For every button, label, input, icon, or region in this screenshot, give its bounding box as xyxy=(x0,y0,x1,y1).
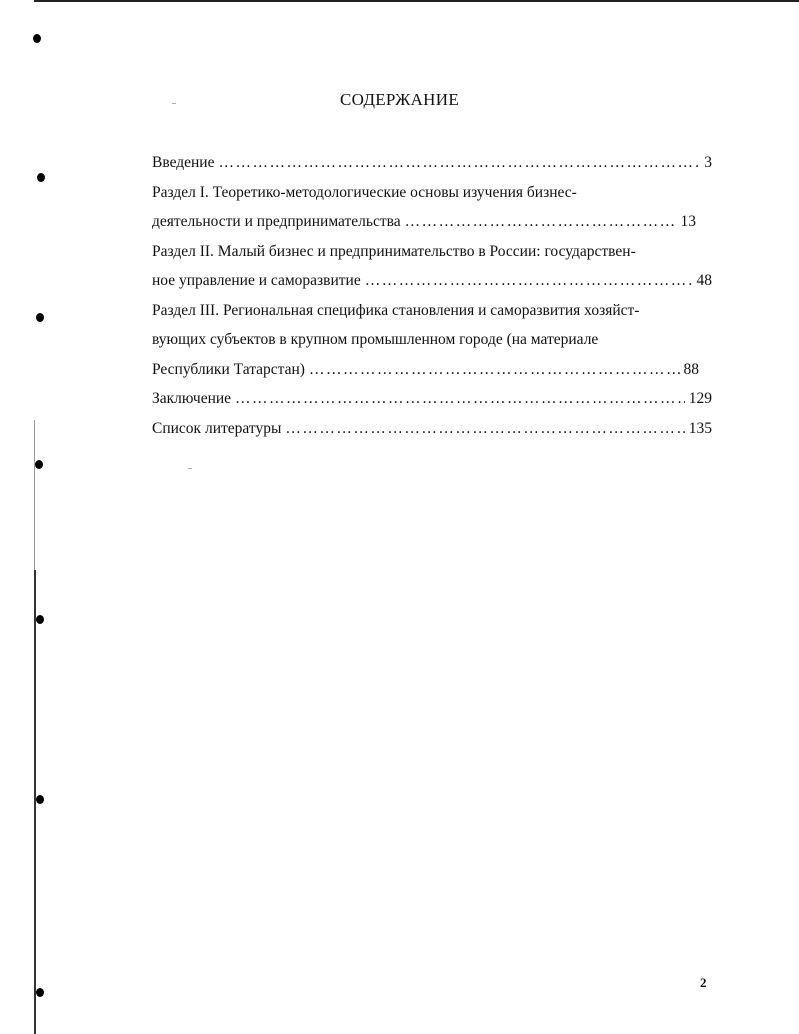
table-of-contents xyxy=(152,148,712,443)
toc-entry-title-continued: деятельности и предпринимательства xyxy=(152,213,401,230)
binding-hole-mark xyxy=(35,460,43,469)
toc-entry-section-2[interactable] xyxy=(152,237,712,296)
toc-entry-page: 129 xyxy=(688,390,712,407)
toc-entry-title: Раздел II. Малый бизнес и предпринимательство в России: государствен- xyxy=(152,242,636,260)
toc-entry-title: Заключение xyxy=(152,390,232,407)
toc-entry-title: Введение xyxy=(152,154,215,171)
toc-entry-title-continued: ное управление и саморазвитие xyxy=(152,272,361,289)
toc-entry-title-continued: вующих субъектов в крупном промышленном городе (на материале xyxy=(152,331,599,348)
toc-entry-title: Раздел I. Теоретико-методологические основы изучения бизнес- xyxy=(152,183,577,201)
toc-entry-page: 13 xyxy=(680,213,696,230)
scan-left-border-faint xyxy=(34,420,35,570)
binding-hole-mark xyxy=(37,173,45,182)
binding-hole-mark xyxy=(36,988,44,997)
binding-hole-mark xyxy=(36,795,44,804)
toc-leader-dots xyxy=(405,207,677,237)
toc-leader-dots xyxy=(365,266,693,296)
toc-entry-section-1[interactable] xyxy=(152,178,712,237)
toc-entry-page: 135 xyxy=(688,419,712,437)
toc-entry-page: 48 xyxy=(696,272,712,289)
toc-entry-title: Список литературы xyxy=(152,419,282,437)
page-number: 2 xyxy=(700,975,707,990)
toc-leader-dots xyxy=(285,414,684,444)
binding-hole-mark xyxy=(33,34,41,43)
toc-entry-section-3[interactable] xyxy=(152,296,712,385)
toc-entry-page: 3 xyxy=(704,154,712,171)
toc-entry-conclusion[interactable] xyxy=(152,384,712,414)
toc-entry-title: Раздел III. Региональная специфика становления и саморазвития хозяйст- xyxy=(152,301,640,319)
toc-leader-dots xyxy=(235,384,685,414)
toc-leader-dots xyxy=(309,355,680,385)
toc-entry-page: 88 xyxy=(683,360,699,378)
toc-entry-introduction[interactable] xyxy=(152,148,712,178)
scan-top-border xyxy=(34,0,799,2)
toc-entry-bibliography[interactable] xyxy=(152,414,712,444)
binding-hole-mark xyxy=(36,615,44,624)
page-title: СОДЕРЖАНИЕ xyxy=(339,90,460,109)
binding-hole-mark xyxy=(36,313,44,322)
toc-entry-title-continued: Республики Татарстан) xyxy=(152,360,305,378)
scan-speck xyxy=(188,468,192,469)
toc-leader-dots xyxy=(218,148,700,178)
